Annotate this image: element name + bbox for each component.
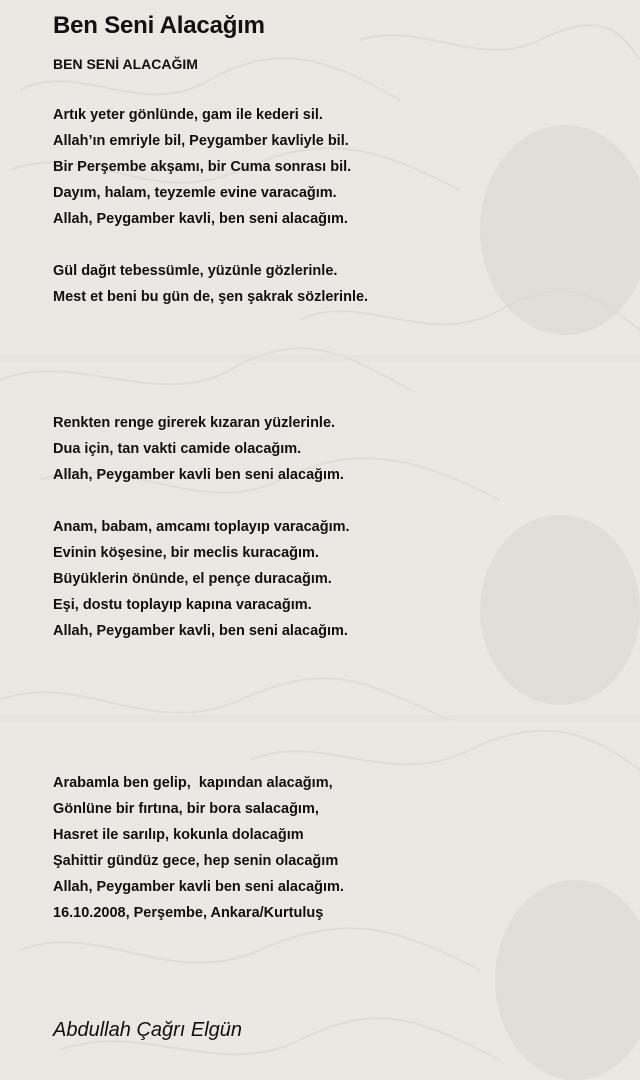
poem-date-line: 16.10.2008, Perşembe, Ankara/Kurtuluş (53, 905, 324, 921)
poem-line: Arabamla ben gelip, kapından alacağım, (53, 775, 333, 791)
poem-line: Allah, Peygamber kavli, ben seni alacağım. (53, 623, 348, 639)
poem-line: Bir Perşembe akşamı, bir Cuma sonrası bil. (53, 159, 352, 175)
poem-line: Artık yeter gönlünde, gam ile kederi sil. (53, 107, 323, 123)
poem-line: Anam, babam, amcamı toplayıp varacağım. (53, 519, 350, 535)
stanza-1 (53, 102, 351, 232)
stanza-2 (53, 258, 368, 310)
stanza-3 (53, 410, 344, 488)
poem-line: Mest et beni bu gün de, şen şakrak sözlerinle. (53, 289, 369, 305)
poem-subtitle: BEN SENİ ALACAĞIM (53, 56, 198, 72)
poem-line: Allah, Peygamber kavli, ben seni alacağım. (53, 211, 348, 227)
poem-line: Evinin köşesine, bir meclis kuracağım. (53, 545, 319, 561)
poem-line: Hasret ile sarılıp, kokunla dolacağım (53, 827, 304, 843)
poem-line: Eşi, dostu toplayıp kapına varacağım. (53, 597, 312, 613)
poem-line: Büyüklerin önünde, el pençe duracağım. (53, 571, 332, 587)
poem-title: Ben Seni Alacağım (53, 12, 265, 39)
stanza-4 (53, 514, 350, 644)
poem-line: Renkten renge girerek kızaran yüzlerinle. (53, 415, 336, 431)
poem-line: Gül dağıt tebessümle, yüzünle gözlerinle. (53, 263, 338, 279)
poem-line: Allah’ın emriyle bil, Peygamber kavliyle bil. (53, 133, 349, 149)
poem-author: Abdullah Çağrı Elgün (53, 1019, 243, 1041)
poem-line: Gönlüne bir fırtına, bir bora salacağım, (53, 801, 319, 817)
poem-line: Dua için, tan vakti camide olacağım. (53, 441, 302, 457)
poem-line: Dayım, halam, teyzemle evine varacağım. (53, 185, 337, 201)
poem-line: Şahittir gündüz gece, hep senin olacağım (53, 853, 339, 869)
poem-line: Allah, Peygamber kavli ben seni alacağım. (53, 467, 344, 483)
stanza-5 (53, 770, 344, 926)
poem-line: Allah, Peygamber kavli ben seni alacağım. (53, 879, 344, 895)
